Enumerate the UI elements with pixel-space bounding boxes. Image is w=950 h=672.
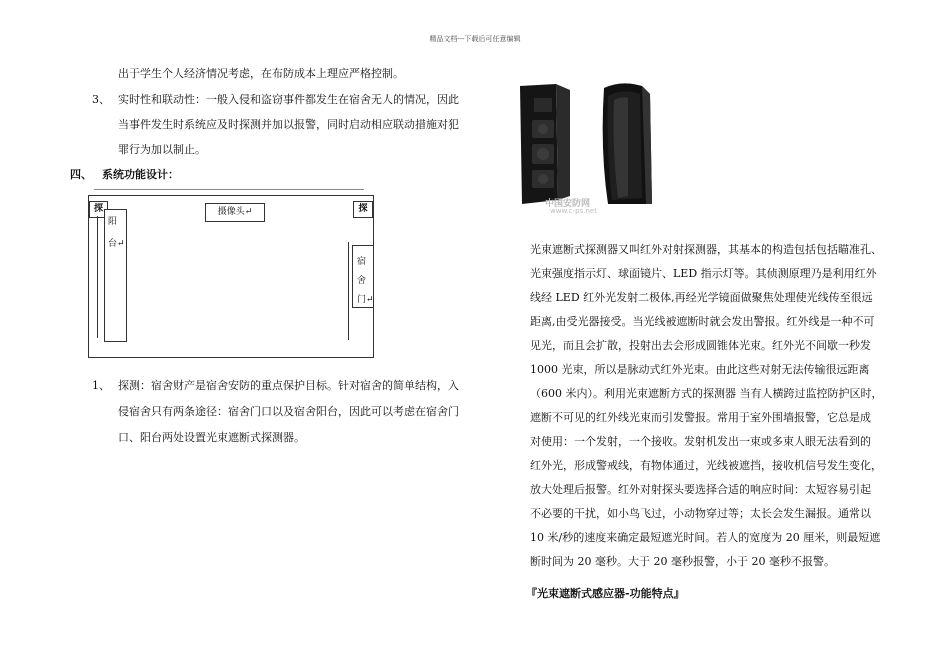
door-label-2: 舍 [357, 276, 367, 286]
balcony-beam-line [97, 216, 98, 338]
text-line: 罪行为加以制止。 [118, 143, 206, 156]
balcony-box [104, 209, 127, 342]
balcony-label-2: 台↵ [108, 239, 125, 249]
camera-box: 摄像头↵ [205, 203, 265, 222]
section-number: 四、 [70, 168, 92, 181]
door-beam-line [348, 242, 349, 340]
text-line: （600 米内）。利用光束遮断方式的探测器 当有人横跨过监控防护区时， [530, 387, 883, 400]
list-number: 1、 [92, 379, 110, 392]
infrared-detector-photo [512, 80, 672, 220]
door-label-3: 门↵ [357, 295, 374, 305]
text-line: 实时性和联动性：一般入侵和盗窃事件都发生在宿舍无人的情况，因此 [118, 93, 459, 106]
text-line: 对使用：一个发射，一个接收。发射机发出一束或多束人眼无法看到的 [530, 435, 871, 448]
balcony-label-1: 阳 [108, 217, 118, 227]
text-line: 1000 光束，所以是脉动式红外光束。由此这些对射无法传输很远距离 [530, 363, 870, 376]
text-line: 光束遮断式探测器又叫红外对射探测器，其基本的构造包括包括瞄准孔、 [530, 243, 882, 256]
text-line: 探测：宿舍财产是宿舍安防的重点保护目标。针对宿舍的简单结构，入 [118, 379, 459, 392]
door-label-1: 宿 [357, 257, 367, 267]
text-line: 口、阳台两处设置光束遮断式探测器。 [118, 431, 305, 444]
feature-heading: 『光束遮断式感应器-功能特点』 [526, 587, 685, 600]
list-number: 3、 [92, 93, 110, 106]
watermark-url: www.c-ps.net [550, 207, 597, 215]
text-line: 放大处理后报警。红外对射探头要选择合适的响应时间：太短容易引起 [530, 483, 871, 496]
probe-left-box: 探 [89, 201, 108, 218]
text-line: 线经 LED 红外光发射二极体,再经光学镜面做聚焦处理使光线传至很远 [530, 291, 873, 304]
page-header: 精品文档---下载后可任意编辑 [429, 35, 521, 43]
text-line: 断时间为 20 毫秒。大于 20 毫秒报警，小于 20 毫秒不报警。 [530, 555, 835, 568]
watermark-cn: 中国安防网 [545, 199, 591, 209]
text-line: 距离,由受光器接受。当光线被遮断时就会发出警报。红外线是一种不可 [530, 315, 875, 328]
text-line: 侵宿舍只有两条途径：宿舍门口以及宿舍阳台，因此可以考虑在宿舍门 [118, 405, 459, 418]
text-line: 当事件发生时系统应及时探测并加以报警，同时启动相应联动措施对犯 [118, 118, 459, 131]
text-line: 红外光，形成警戒线，有物体通过，光线被遮挡，接收机信号发生变化， [530, 459, 882, 472]
diagram-top-rule [94, 189, 364, 190]
text-line: 不必要的干扰，如小鸟飞过，小动物穿过等；太长会发生漏报。通常以 [530, 507, 871, 520]
section-title: 系统功能设计： [102, 168, 179, 181]
text-line: 出于学生个人经济情况考虑，在布防成本上理应严格控制。 [118, 67, 404, 80]
probe-right-box: 探 [353, 201, 373, 218]
text-line: 10 米/秒的速度来确定最短遮光时间。若人的宽度为 20 厘米，则最短遮 [530, 531, 881, 544]
text-line: 见光，而且会扩散，投射出去会形成圆锥体光束。红外光不间歇一秒发 [530, 339, 871, 352]
text-line: 遮断不可见的红外线光束而引发警报。常用于室外围墙报警，它总是成 [530, 411, 871, 424]
text-line: 光束强度指示灯、球面镜片、LED 指示灯等。其侦测原理乃是利用红外 [530, 267, 877, 280]
